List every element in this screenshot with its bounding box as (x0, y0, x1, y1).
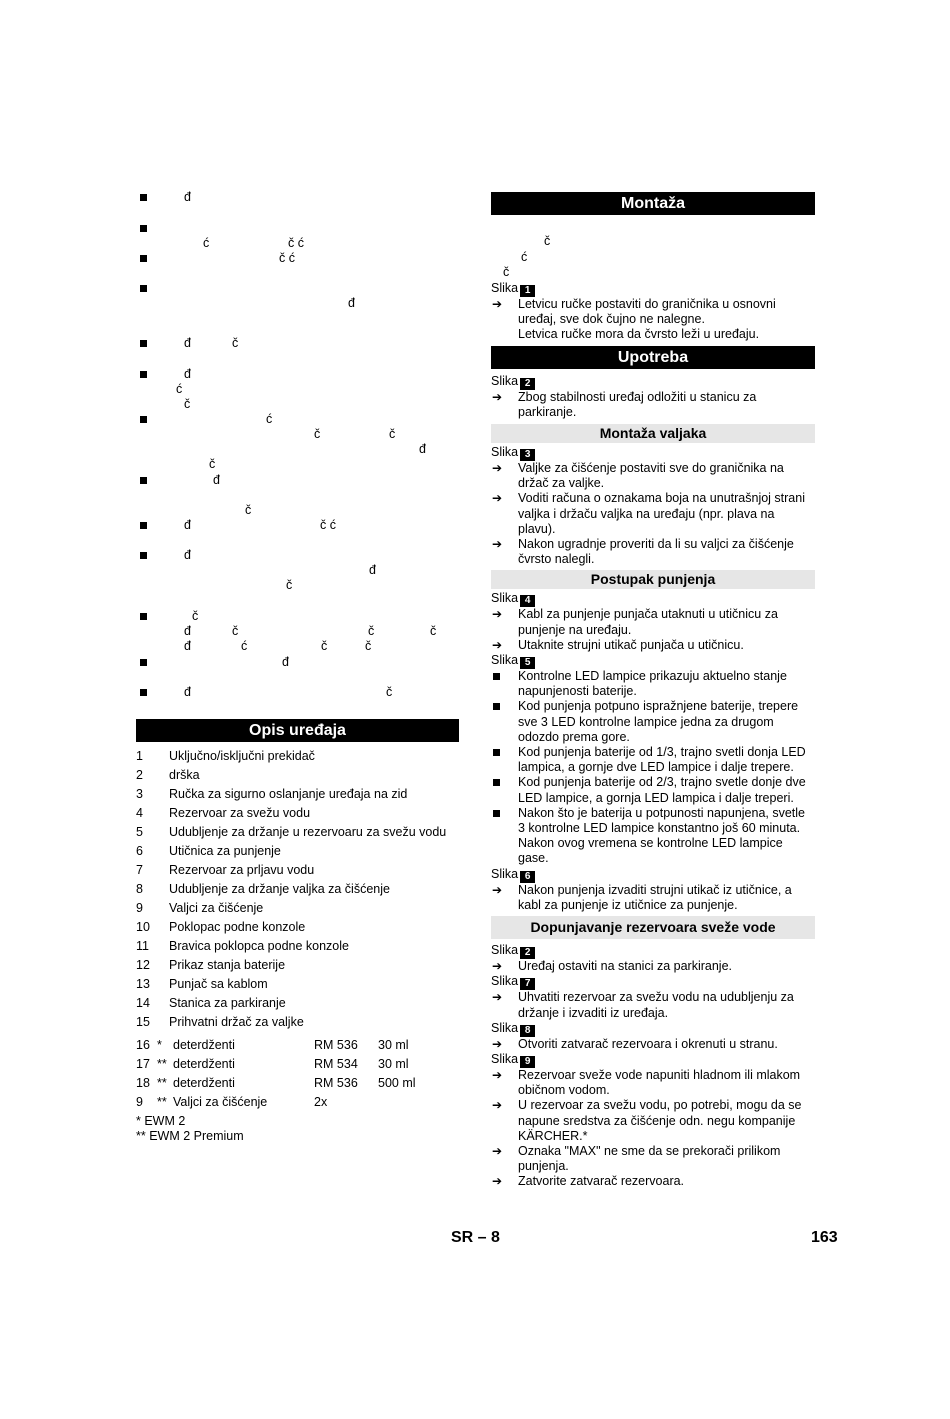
char-fragment: č (232, 336, 239, 350)
figure-ref: Slika 6 (491, 867, 815, 883)
item-number: 5 (136, 825, 143, 839)
figure-ref: Slika 2 (491, 943, 815, 959)
char-fragment: đ (369, 563, 376, 577)
figure-number: 1 (520, 285, 535, 297)
arrow-right-icon: ➔ (492, 882, 503, 897)
list-item (136, 842, 459, 861)
bullet-marker (140, 552, 147, 559)
figure-number: 8 (520, 1025, 535, 1037)
square-bullet-icon (493, 779, 500, 786)
list-item (136, 804, 459, 823)
accessory-code: RM 536 (314, 1038, 358, 1052)
arrow-right-icon: ➔ (492, 491, 503, 506)
arrow-right-icon: ➔ (492, 990, 503, 1005)
accessories-table (136, 1036, 459, 1112)
bullet-marker (140, 255, 147, 262)
char-fragment: ć (521, 250, 528, 264)
list-item (136, 956, 459, 975)
section-heading-opis: Opis uređaja (136, 719, 459, 742)
bullet-item: Nakon što je baterija u potpunosti napunjena, svetle 3 kontrolne LED lampice konstantno još 60 minuta. Nakon ovog vremena se kontrolne LED lampice gase. (491, 806, 815, 867)
item-text: Prihvatni držač za valjke (169, 1015, 304, 1029)
arrow-right-icon: ➔ (492, 1067, 503, 1082)
accessory-qty: 30 ml (378, 1038, 409, 1052)
char-fragment: č ć (320, 518, 336, 532)
right-column (491, 192, 815, 1190)
bullet-marker (140, 285, 147, 292)
figure-number: 6 (520, 871, 535, 883)
item-text: Punjač sa kablom (169, 977, 268, 991)
arrow-right-icon: ➔ (492, 1174, 503, 1189)
instruction-step: ➔ Otvoriti zatvarač rezervoara i okrenuti u stranu. (492, 1036, 778, 1051)
list-item (136, 785, 459, 804)
bullet-marker (140, 371, 147, 378)
list-item (136, 975, 459, 994)
char-fragment: ć (176, 382, 183, 396)
figure-ref: Slika 5 (491, 653, 815, 669)
item-text: Udubljenje za držanje valjka za čišćenje (169, 882, 390, 896)
instruction-step: ➔ U rezervoar za svežu vodu, po potrebi, mogu da se napune sredstva za čišćenje odn. negu kompanije KÄRCHER.* (492, 1098, 802, 1143)
figure-ref: Slika 1 (491, 281, 815, 297)
instruction-step: ➔ Uređaj ostaviti na stanici za parkiranje. (492, 959, 732, 974)
square-bullet-icon (493, 673, 500, 680)
opis-section (136, 719, 459, 1144)
figure-ref: Slika 2 (491, 374, 815, 390)
subsection-heading-dopuna: Dopunjavanje rezervoara sveže vode (491, 916, 815, 939)
square-bullet-icon (493, 749, 500, 756)
char-fragment: č (209, 457, 216, 471)
bullet-marker (140, 225, 147, 232)
list-item (136, 899, 459, 918)
item-text: Rezervoar za prljavu vodu (169, 863, 315, 877)
instruction-step: ➔ Voditi računa o oznakama boja na unutrašnjoj strani valjka i držaču valjka na uređaju (npr. plava na plavu). (492, 491, 805, 536)
arrow-right-icon: ➔ (492, 537, 503, 552)
item-number: 2 (136, 768, 143, 782)
accessory-name: deterdženti (173, 1057, 235, 1071)
instruction-step: ➔ Zbog stabilnosti uređaj odložiti u stanicu za parkiranje. (492, 389, 757, 419)
item-text: Utičnica za punjenje (169, 844, 281, 858)
list-item (136, 918, 459, 937)
list-item (136, 823, 459, 842)
accessory-code: RM 536 (314, 1076, 358, 1090)
list-item (136, 766, 459, 785)
arrow-right-icon: ➔ (492, 1036, 503, 1051)
figure-ref: Slika 9 (491, 1052, 815, 1068)
instruction-step: ➔ Uhvatiti rezervoar za svežu vodu na udubljenju za držanje i izvaditi iz uređaja. (492, 990, 794, 1020)
instruction-step: ➔ Nakon ugradnje proveriti da li su valjci za čišćenje čvrsto nalegli. (492, 537, 794, 567)
item-text: Udubljenje za držanje u rezervoaru za svežu vodu (169, 825, 447, 839)
item-number: 1 (136, 749, 143, 763)
char-fragment: č (503, 265, 510, 279)
char-fragment: č (192, 609, 199, 623)
accessory-code: 2x (314, 1095, 328, 1109)
char-fragment: č (232, 624, 239, 638)
item-number: 13 (136, 977, 150, 991)
accessory-num: 17 (136, 1057, 150, 1071)
char-fragment: č (386, 685, 393, 699)
char-fragment: č (365, 639, 372, 653)
bullet-item: Kontrolne LED lampice prikazuju aktuelno stanje napunjenosti baterije. (491, 669, 815, 699)
figure-number: 5 (520, 657, 535, 669)
item-number: 7 (136, 863, 143, 877)
item-text: Uključno/isključni prekidač (169, 749, 315, 763)
footnote: ** EWM 2 Premium (136, 1129, 244, 1144)
char-fragment: đ (419, 442, 426, 456)
figure-ref: Slika 8 (491, 1021, 815, 1037)
bullet-item: Kod punjenja baterije od 2/3, trajno svetle donje dve LED lampice, a gornja LED lampica i dalje treperi. (491, 775, 815, 805)
item-text: Bravica poklopca podne konzole (169, 939, 349, 953)
figure-number: 2 (520, 378, 535, 390)
accessory-name: deterdženti (173, 1038, 235, 1052)
instruction-step: ➔ Oznaka "MAX" ne sme da se prekorači prilikom punjenja. (492, 1143, 781, 1174)
char-fragment: đ (184, 685, 191, 699)
char-fragment: đ (184, 639, 191, 653)
subsection-heading-valjak: Montaža valjaka (491, 424, 815, 443)
char-fragment: ć (203, 236, 210, 250)
figure-number: 9 (520, 1056, 535, 1068)
item-text: Poklopac podne konzole (169, 920, 306, 934)
list-item (136, 1013, 459, 1032)
accessory-num: 18 (136, 1076, 150, 1090)
item-number: 8 (136, 882, 143, 896)
char-fragment: đ (184, 518, 191, 532)
accessory-star: ** (157, 1057, 167, 1071)
item-number: 12 (136, 958, 150, 972)
item-number: 6 (136, 844, 143, 858)
char-fragment: đ (213, 473, 220, 487)
bullet-marker (140, 689, 147, 696)
char-fragment: č ć (288, 236, 304, 250)
arrow-right-icon: ➔ (492, 959, 503, 974)
list-item (136, 994, 459, 1013)
figure-ref: Slika 3 (491, 445, 815, 461)
bullet-item: Kod punjenja baterije od 1/3, trajno svetli donja LED lampica, a gornje dve LED lampice i dalje trepere. (491, 745, 815, 775)
list-item (136, 937, 459, 956)
page-number: 163 (811, 1229, 838, 1246)
bullet-item: Kod punjenja potpuno ispražnjene baterije, trepere sve 3 LED kontrolne lampice jedna za drugom odozdo prema gore. (491, 699, 815, 745)
char-fragment: đ (348, 296, 355, 310)
arrow-right-icon: ➔ (492, 607, 503, 622)
left-bullet-area (136, 190, 459, 710)
char-fragment: đ (282, 655, 289, 669)
figure-ref: Slika 7 (491, 974, 815, 990)
accessory-num: 16 (136, 1038, 150, 1052)
instruction-step: ➔ Kabl za punjenje punjača utaknuti u utičnicu za punjenje na uređaju. (492, 607, 778, 637)
char-fragment: đ (184, 336, 191, 350)
accessory-qty: 30 ml (378, 1057, 409, 1071)
bullet-marker (140, 613, 147, 620)
char-fragment: č (430, 624, 437, 638)
montaza-fragment-area (491, 215, 815, 281)
bullet-marker (140, 477, 147, 484)
list-item (136, 747, 459, 766)
char-fragment: č (184, 397, 191, 411)
char-fragment: ć (241, 639, 248, 653)
footnote: * EWM 2 (136, 1114, 186, 1128)
figure-number: 3 (520, 449, 535, 461)
item-number: 4 (136, 806, 143, 820)
figure-number: 7 (520, 978, 535, 990)
instruction-step: ➔ Nakon punjenja izvaditi strujni utikač iz utičnice, a kabl za punjenje iz utičnice za punjenje. (492, 882, 792, 912)
char-fragment: đ (184, 367, 191, 381)
char-fragment: č ć (279, 251, 295, 265)
item-number: 14 (136, 996, 150, 1010)
accessory-star: * (157, 1038, 162, 1052)
char-fragment: đ (184, 548, 191, 562)
item-text: Stanica za parkiranje (169, 996, 286, 1010)
figure-number: 2 (520, 947, 535, 959)
item-text: Prikaz stanja baterije (169, 958, 286, 972)
item-number: 11 (136, 939, 149, 953)
bullet-marker (140, 416, 147, 423)
note-text: Letvica ručke mora da čvrsto leži u uređaju. (518, 327, 760, 342)
char-fragment: č (368, 624, 375, 638)
square-bullet-icon (493, 703, 500, 710)
item-text: Ručka za sigurno oslanjanje uređaja na zid (169, 787, 408, 801)
item-number: 10 (136, 920, 150, 934)
accessory-code: RM 534 (314, 1057, 358, 1071)
bullet-marker (140, 659, 147, 666)
figure-number: 4 (520, 595, 535, 607)
char-fragment: č (245, 503, 252, 517)
accessory-qty: 500 ml (378, 1076, 416, 1090)
accessory-num: 9 (136, 1095, 143, 1109)
item-text: Valjci za čišćenje (169, 901, 264, 915)
char-fragment: đ (184, 190, 191, 204)
instruction-step: ➔ Letvicu ručke postaviti do graničnika u osnovni uređaj, sve dok čujno ne nalegne. (492, 297, 776, 327)
item-text: Rezervoar za svežu vodu (169, 806, 311, 820)
item-number: 3 (136, 787, 143, 801)
accessory-name: Valjci za čišćenje (173, 1095, 268, 1109)
instruction-step: ➔ Utaknite strujni utikač punjača u utičnicu. (492, 637, 744, 652)
item-text: drška (169, 768, 200, 782)
accessory-star: ** (157, 1076, 167, 1090)
table-row (136, 1093, 459, 1112)
table-row (136, 1074, 459, 1093)
char-fragment: ć (266, 412, 273, 426)
arrow-right-icon: ➔ (492, 297, 503, 311)
accessory-name: deterdženti (173, 1076, 235, 1090)
section-heading-upotreba: Upotreba (491, 346, 815, 369)
char-fragment: č (389, 427, 396, 441)
char-fragment: č (321, 639, 328, 653)
section-page-label: SR – 8 (451, 1229, 500, 1246)
item-number: 15 (136, 1015, 150, 1029)
item-number: 9 (136, 901, 143, 915)
bullet-marker (140, 340, 147, 347)
arrow-right-icon: ➔ (492, 1098, 503, 1113)
list-item (136, 861, 459, 880)
list-item (136, 880, 459, 899)
arrow-right-icon: ➔ (492, 389, 503, 404)
subsection-heading-punjenje: Postupak punjenja (491, 570, 815, 589)
figure-ref: Slika 4 (491, 591, 815, 607)
accessory-star: ** (157, 1095, 167, 1109)
bullet-marker (140, 194, 147, 201)
table-row (136, 1036, 459, 1055)
char-fragment: č (286, 578, 293, 592)
square-bullet-icon (493, 810, 500, 817)
arrow-right-icon: ➔ (492, 1143, 503, 1158)
arrow-right-icon: ➔ (492, 637, 503, 652)
instruction-step: ➔ Zatvorite zatvarač rezervoara. (492, 1174, 685, 1189)
section-heading-montaza: Montaža (491, 192, 815, 215)
instruction-step: ➔ Rezervoar sveže vode napuniti hladnom ili mlakom običnom vodom. (492, 1067, 801, 1098)
char-fragment: č (544, 234, 551, 248)
char-fragment: đ (184, 624, 191, 638)
table-row (136, 1055, 459, 1074)
parts-list (136, 747, 459, 1032)
arrow-right-icon: ➔ (492, 461, 503, 476)
instruction-step: ➔ Valjke za čišćenje postaviti sve do graničnika na držač za valjke. (492, 461, 784, 491)
bullet-marker (140, 522, 147, 529)
char-fragment: č (314, 427, 321, 441)
